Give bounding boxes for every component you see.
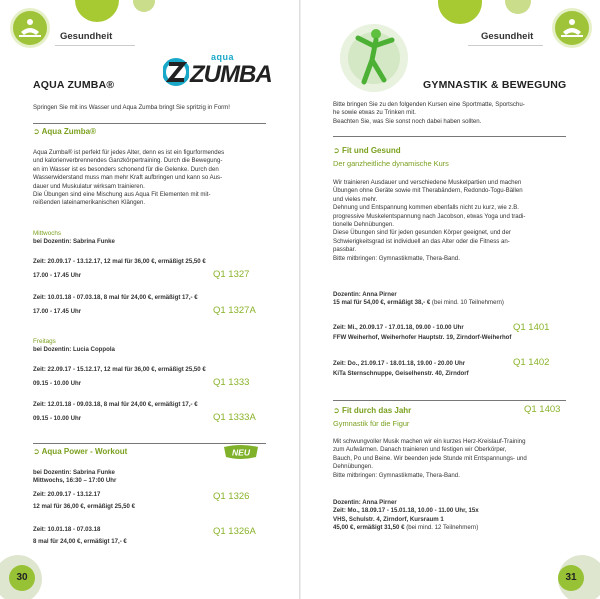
time-slot: Zeit: 20.09.17 - 13.12.17, 12 mal für 36,00 €, ermäßigt 25,50 € 17.00 - 17.45 Uhr [33, 258, 206, 280]
section-label: Gesundheit [60, 31, 113, 42]
time-slot: Zeit: 20.09.17 - 13.12.17 12 mal für 36,00 €, ermäßigt 25,50 € [33, 491, 135, 511]
course-heading-aqua-power: ➲ Aqua Power - Workout [33, 447, 128, 456]
course-details: Dozentin: Anna Pirner Zeit: Mo., 18.09.17 - 15.01.18, 10.00 - 11.00 Uhr, 15x VHS, Schulstr. 4, Zirndorf, Kursraum 1 45,00 €, ermäßigt 31,50 € (bei mind. 12 Teilnehmern) [333, 499, 479, 532]
divider [333, 400, 566, 401]
page-number: 30 [9, 565, 35, 591]
course-code: Q1 1333A [213, 412, 256, 423]
logo-zumba-text: ZUMBA [190, 61, 272, 88]
svg-text:NEU: NEU [232, 447, 250, 458]
lecturer-and-price: Dozentin: Anna Pirner 15 mal für 54,00 €, ermäßigt 38,- € (bei mind. 10 Teilnehmern) [333, 291, 504, 307]
lecturer: bei Dozentin: Lucia Coppola [33, 346, 115, 353]
course-subtitle: Der ganzheitliche dynamische Kurs [333, 159, 449, 168]
day-label: Mittwochs [33, 230, 61, 237]
course-description: Aqua Zumba® ist perfekt für jedes Alter, denn es ist ein figurformendes und kalorienverbrennendes Ganzkörpertraining. Durch die Bewegung- en im Wasser ist es besonders schonend für die Gelenke. Durch den Wasserwiderstand muss man mehr Kraft aufbringen und kann so Aus- dauer und Muskulatur wirksam trainieren. Die Übungen sind eine Mischung aus Aqua Fit Elementen mit mit- reißenden lateinamerikanischen Klängen. [33, 149, 225, 207]
course-code: Q1 1326 [213, 491, 250, 502]
time-slot: Zeit: Mi., 20.09.17 - 17.01.18, 09.00 - 10.00 Uhr FFW Weiherhof, Weiherhofer Hauptstr. 19, Zirndorf-Weiherhof [333, 324, 512, 342]
time-slot: Zeit: 10.01.18 - 07.03.18 8 mal für 24,00 €, ermäßigt 17,- € [33, 526, 127, 546]
health-badge-icon [552, 8, 592, 48]
course-code: Q1 1403 [524, 404, 561, 415]
health-badge-icon [10, 8, 50, 48]
course-description: Wir trainieren Ausdauer und verschiedene Muskelpartien und machen Übungen ohne Geräte sowie mit Therabändern, Redondo-Togu-Bällen und vieles mehr. Dehnung und Entspannung kommen ebenfalls nicht zu kurz, wie z.B. progressive Muskelentspannung nach Jacobson, etwas Yoga und tradi- tionelle Dehnübungen. Diese Übungen sind für jeden gesunden Körper geeignet, und der Schwierigkeitsgrad ist individuell an das Alter oder die Fitness an- passbar. Bitte mitbringen: Gymnastikmatte, Thera-Band. [333, 179, 526, 262]
header-line [55, 45, 135, 46]
course-code: Q1 1401 [513, 322, 550, 333]
course-code: Q1 1326A [213, 526, 256, 537]
page-number: 31 [558, 565, 584, 591]
aqua-zumba-logo [163, 52, 272, 92]
header-deco-circle-small [133, 0, 155, 12]
course-code: Q1 1327A [213, 305, 256, 316]
divider [33, 123, 266, 124]
lecturer: bei Dozentin: Sabrina Funke [33, 238, 115, 245]
course-heading-fit-und-gesund: ➲ Fit und Gesund [333, 146, 401, 155]
course-heading-aqua-zumba: ➲ Aqua Zumba® [33, 127, 96, 136]
page-title: GYMNASTIK & BEWEGUNG [423, 79, 567, 91]
header-deco-circle-small [505, 0, 531, 14]
intro-text: Springen Sie mit ins Wasser und Aqua Zumba bringt Sie spritzig in Form! [33, 104, 230, 111]
course-heading-fit-durch-das-jahr: ➲ Fit durch das Jahr [333, 406, 412, 415]
gymnast-figure-image [338, 22, 410, 94]
new-badge [222, 444, 260, 460]
time-slot: Zeit: 10.01.18 - 07.03.18, 8 mal für 24,00 €, ermäßigt 17,- € 17.00 - 17.45 Uhr [33, 294, 198, 316]
lecturer: bei Dozentin: Sabrina Funke Mittwochs, 16:30 – 17:00 Uhr [33, 469, 117, 485]
header-deco-circle [438, 0, 482, 24]
divider [333, 136, 566, 137]
header-line [468, 45, 543, 46]
course-code: Q1 1333 [213, 377, 250, 388]
course-subtitle: Gymnastik für die Figur [333, 419, 410, 428]
logo-aqua-text: aqua [211, 52, 235, 62]
right-page [300, 0, 600, 599]
course-code: Q1 1327 [213, 269, 250, 280]
course-code: Q1 1402 [513, 357, 550, 368]
time-slot: Zeit: 22.09.17 - 15.12.17, 12 mal für 36,00 €, ermäßigt 25,50 € 09.15 - 10.00 Uhr [33, 366, 206, 388]
section-label: Gesundheit [481, 31, 534, 42]
time-slot: Zeit: 12.01.18 - 09.03.18, 8 mal für 24,00 €, ermäßigt 17,- € 09.15 - 10.00 Uhr [33, 401, 198, 423]
course-description: Mit schwungvoller Musik machen wir ein kurzes Herz-Kreislauf-Training zum Aufwärmen. Danach trainieren und festigen wir Oberkörper, Bauch, Po und Beine. Wir beenden jede Stunde mit Entspannungs- und Dehnübungen. Bitte mitbringen: Gymnastikmatte, Thera-Band. [333, 438, 527, 479]
header-deco-circle [75, 0, 119, 22]
intro-text: Bitte bringen Sie zu den folgenden Kursen eine Sportmatte, Sportschu- he sowie etwas zu Trinken mit. Beachten Sie, was Sie sonst noch dabei haben sollten. [333, 101, 525, 125]
page-title: AQUA ZUMBA® [33, 79, 115, 91]
time-slot: Zeit: Do., 21.09.17 - 18.01.18, 19.00 - 20.00 Uhr KiTa Sternschnuppe, Geiselhenstr. 40, Zirndorf [333, 360, 469, 378]
day-label: Freitags [33, 338, 56, 345]
